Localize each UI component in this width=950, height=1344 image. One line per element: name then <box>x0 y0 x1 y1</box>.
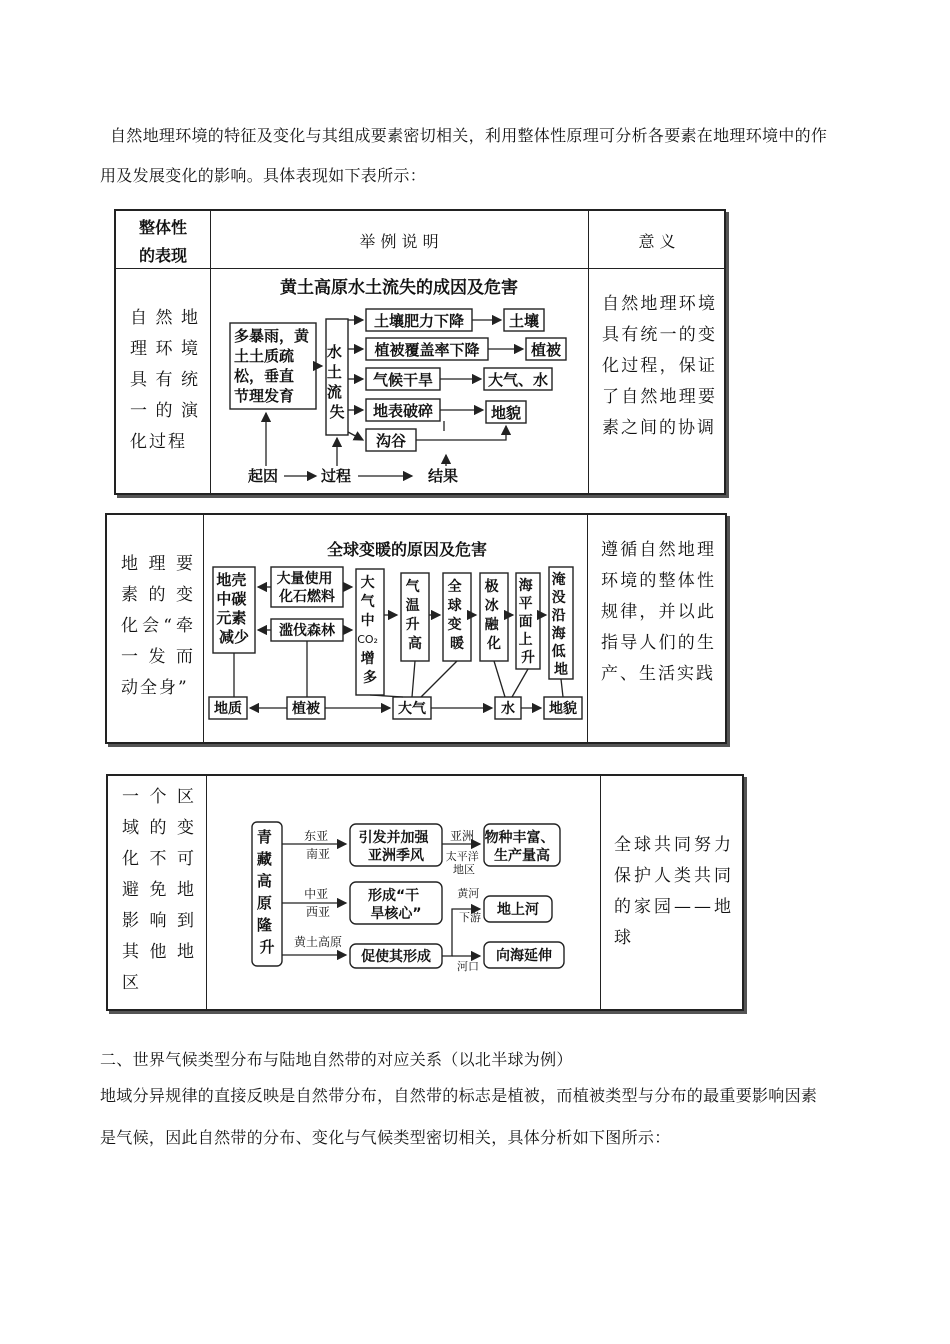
flood-char-4: 海 <box>551 626 566 642</box>
effect1-line-2: 亚洲季风 <box>368 848 424 864</box>
water-erosion-diagram <box>116 211 728 497</box>
temp-char-1: 气 <box>405 579 420 595</box>
row1-left-text: 自然地理环境具有统一的演化过程 <box>130 308 200 452</box>
origin-char-5: 隆 <box>256 916 272 934</box>
element-atmosphere-label: 大气 <box>398 701 426 717</box>
result-vegetation-label: 植被 <box>530 341 562 359</box>
effect-soil-fertility-label: 土壤肥力下降 <box>373 312 465 330</box>
label3a-line-1: 黄河 <box>457 887 480 900</box>
process-char-1: 水 <box>326 343 342 361</box>
sea-char-5: 升 <box>521 650 535 666</box>
section2-heading: 二、世界气候类型分布与陆地自然带的对应关系（以北半球为例） <box>100 1050 573 1069</box>
effect-vegetation-label: 植被覆盖率下降 <box>374 341 480 359</box>
result3a-label: 地上河 <box>497 902 539 918</box>
co2-char-6: 多 <box>363 670 377 686</box>
section2-line-2: 是气候，因此自然带的分布、变化与气候类型密切相关，具体分析如下图所示： <box>100 1128 671 1147</box>
element-water-label: 水 <box>501 701 515 717</box>
global-warming-diagram <box>107 515 729 746</box>
warm-char-1: 全 <box>447 579 462 595</box>
result-landform-label: 地貌 <box>490 404 522 422</box>
process-char-3: 流 <box>326 383 342 401</box>
effect-climate-label: 气候干旱 <box>372 371 434 389</box>
table-row-water-erosion <box>114 209 726 495</box>
ice-char-2: 冰 <box>484 598 499 614</box>
forest-label: 滥伐森林 <box>279 623 335 639</box>
sea-char-1: 海 <box>518 578 533 594</box>
header-col3: 意 义 <box>638 232 676 251</box>
row1-diagram-title: 黄土高原水土流失的成因及危害 <box>280 278 518 298</box>
fuel-line-2: 化石燃料 <box>279 589 335 605</box>
cause-line-3: 松，垂直 <box>234 367 295 385</box>
row2-right-text: 遵循自然地理环境的整体性规律，并以此指导人们的生产、生活实践 <box>601 540 716 684</box>
label1b-line-2: 地区 <box>453 863 475 876</box>
label3b: 河口 <box>457 960 479 973</box>
svg-text:东亚 南亚 <box>304 829 332 861</box>
effect-surface-label: 地表破碎 <box>372 402 434 420</box>
temp-char-2: 温 <box>405 598 420 614</box>
row3-left-text: 一个区域的变化不可避免地影响到其他地区 <box>122 787 198 993</box>
svg-text:黄河 下游 <box>457 886 483 924</box>
region2-line-2: 西亚 <box>305 905 331 919</box>
warm-char-2: 球 <box>447 598 462 614</box>
sea-char-3: 面 <box>518 614 533 630</box>
intro-line-1: 自然地理环境的特征及变化与其组成要素密切相关，利用整体性原理可分析各要素在地理环境中的作 <box>110 126 828 145</box>
row3-right-text: 全球共同努力保护人类共同的家园——地球 <box>614 835 734 948</box>
plateau-uplift-diagram <box>108 776 746 1013</box>
element-vegetation-label: 植被 <box>292 701 320 717</box>
element-landform-label: 地貌 <box>549 701 577 717</box>
cause-line-2: 土土质疏 <box>234 347 295 365</box>
row2-left-text: 地理要素的变化会“牵一发而动全身” <box>121 554 195 698</box>
flood-char-2: 没 <box>551 590 566 606</box>
result1-line-1: 物种丰富、 <box>484 830 555 846</box>
effect2-line-2: 旱核心” <box>370 906 422 922</box>
legend-result: 结果 <box>428 467 459 485</box>
region1-line-1: 东亚 <box>304 829 329 843</box>
table-row-global-warming <box>105 513 727 744</box>
svg-text:地壳 中碳 元素 减少 <box>216 571 251 646</box>
origin-char-3: 高 <box>256 872 272 890</box>
label3a-line-2: 下游 <box>459 911 481 924</box>
ice-char-1: 极 <box>484 579 499 595</box>
ice-char-3: 融 <box>484 617 499 633</box>
result3b-label: 向海延伸 <box>496 948 552 964</box>
legend-process: 过程 <box>321 467 352 485</box>
sea-char-4: 上 <box>518 632 533 648</box>
result-soil-label: 土壤 <box>508 312 540 330</box>
flood-char-1: 淹 <box>551 572 566 588</box>
section2-line-1: 地域分异规律的直接反映是自然带分布，自然带的标志是植被，而植被类型与分布的最重要影响因素 <box>100 1086 818 1105</box>
origin-char-1: 青 <box>256 828 272 846</box>
carbon-line-2: 中碳 <box>216 590 247 608</box>
region2-line-1: 中亚 <box>304 887 329 901</box>
co2-char-4: CO₂ <box>357 633 378 646</box>
table-row-plateau-uplift <box>106 774 744 1011</box>
result1-line-2: 生产量高 <box>494 848 550 864</box>
warm-char-4: 暖 <box>450 636 464 652</box>
effect2-line-1: 形成“干 <box>367 888 420 904</box>
ice-char-4: 化 <box>487 636 501 652</box>
flood-char-6: 地 <box>554 662 568 678</box>
warm-char-3: 变 <box>447 617 462 633</box>
effect1-line-1: 引发并加强 <box>358 830 429 846</box>
carbon-line-4: 减少 <box>218 628 250 646</box>
header-col1-line1: 整体性 <box>138 218 187 237</box>
origin-char-2: 藏 <box>256 850 272 868</box>
carbon-line-3: 元素 <box>216 609 247 627</box>
element-geology-label: 地质 <box>214 701 242 717</box>
co2-char-2: 气 <box>360 594 375 610</box>
header-col2: 举 例 说 明 <box>359 232 439 251</box>
result-atmosphere-water-label: 大气、水 <box>487 371 549 389</box>
svg-text:太平洋 地区 <box>446 849 483 876</box>
region1-line-2: 南亚 <box>305 847 331 861</box>
legend-cause: 起因 <box>248 467 279 485</box>
temp-char-4: 高 <box>408 636 422 652</box>
origin-char-4: 原 <box>256 894 272 912</box>
co2-char-3: 中 <box>360 613 375 629</box>
region3-label: 黄土高原 <box>293 935 343 949</box>
row2-diagram-title: 全球变暖的原因及危害 <box>326 540 488 559</box>
process-char-2: 土 <box>326 363 342 381</box>
sea-char-2: 平 <box>518 596 533 612</box>
cause-line-4: 节理发育 <box>234 387 295 405</box>
carbon-line-1: 地壳 <box>216 571 247 589</box>
svg-text:海 平 面 上 <box>519 577 538 666</box>
temp-char-3: 升 <box>405 617 420 633</box>
cause-line-1: 多暴雨，黄 <box>234 327 310 345</box>
label1b-line-1: 太平洋 <box>445 850 479 863</box>
flood-char-3: 沿 <box>551 608 566 624</box>
process-char-4: 失 <box>329 403 345 421</box>
label1a: 亚洲 <box>449 829 475 843</box>
co2-char-5: 增 <box>360 651 375 667</box>
intro-line-2: 用及发展变化的影响。具体表现如下表所示： <box>100 166 427 185</box>
flood-char-5: 低 <box>551 644 566 660</box>
header-col1-line2: 的表现 <box>138 246 187 265</box>
row1-right-text: 自然地理环境具有统一的变化过程，保证了自然地理要素之间的协调 <box>602 294 717 438</box>
co2-char-1: 大 <box>360 575 375 591</box>
effect-gully-label: 沟谷 <box>375 432 407 450</box>
origin-char-6: 升 <box>259 938 275 956</box>
fuel-line-1: 大量使用 <box>276 571 333 587</box>
effect3-label: 促使其形成 <box>361 949 431 965</box>
